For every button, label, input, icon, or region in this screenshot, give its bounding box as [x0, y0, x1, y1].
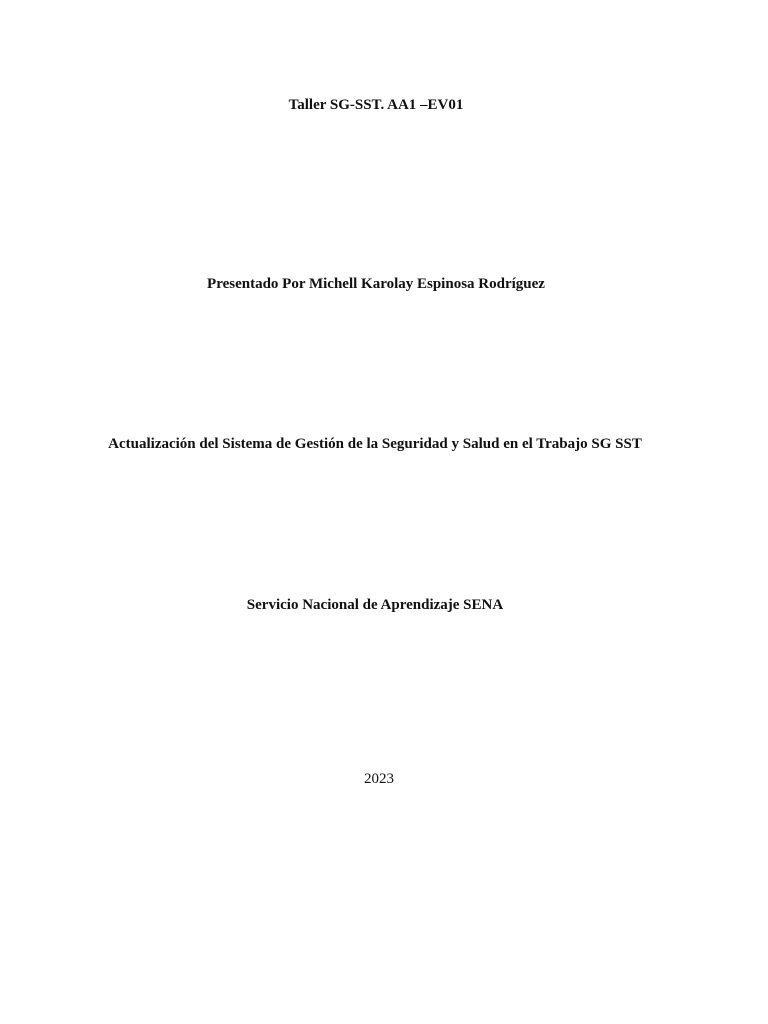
document-subject: Actualización del Sistema de Gestión de la Seguridad y Salud en el Trabajo SG SST [108, 436, 642, 452]
institution-name: Servicio Nacional de Aprendizaje SENA [246, 597, 504, 613]
author-line: Presentado Por Michell Karolay Espinosa Rodríguez [207, 276, 545, 292]
document-title: Taller SG-SST. AA1 –EV01 [288, 97, 464, 113]
document-year: 2023 [364, 771, 394, 787]
